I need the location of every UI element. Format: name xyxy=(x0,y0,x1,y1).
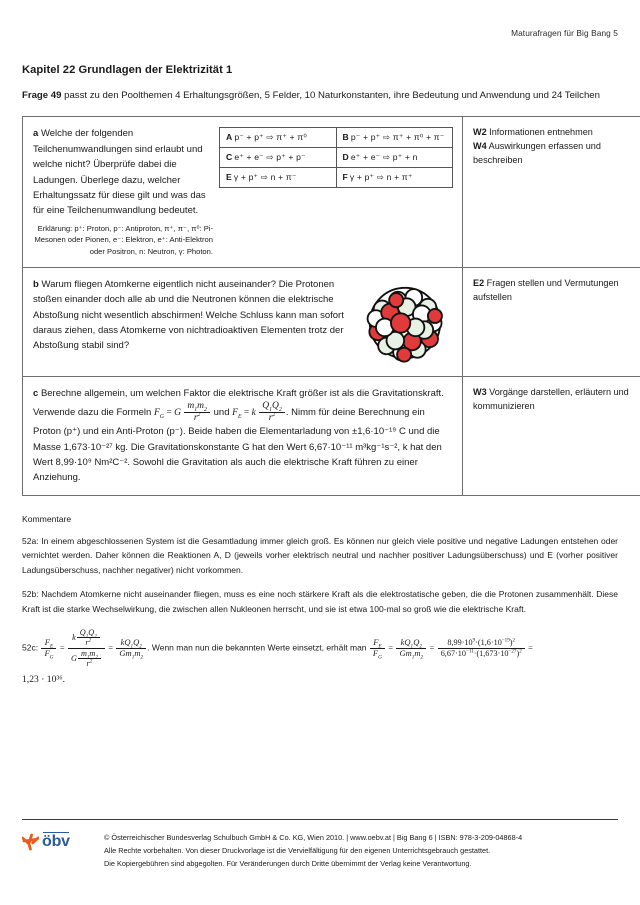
task-a-body: Welche der folgenden Teilchenumwandlungen sind erlaubt und welche nicht? Überprüfe dabei die Ladungen. Überlege dazu, welcher Erhaltungssatz für diese gilt und was das für eine Teilchenumwandlung bedeutet. xyxy=(33,128,206,217)
question-number: Frage 49 xyxy=(22,90,62,101)
kommentare-heading: Kommentare xyxy=(22,513,72,524)
formula-fg-fraction: $\frac{m_1m_2}{r^2}$ xyxy=(184,401,210,424)
equation-label: E xyxy=(226,172,232,183)
competency-a-cell xyxy=(463,117,640,268)
kommentar-body: In einem abgeschlossenen System ist die Gesamtladung immer gleich groß. Es können nur gleich viele positive und negative Ladungen entstehen oder vernichtet werden. Daher können die Reaktionen A, D (jeweils vorher elektrisch neutral und nachher positiver Ladungsüberschuss) und E (vorher positiver Ladungsüberschuss, nachher negativer) nicht vorkommen. xyxy=(22,535,618,575)
equation-label: D xyxy=(342,152,349,163)
copyright-block xyxy=(104,832,618,871)
equation-cell-a xyxy=(220,128,337,148)
competency-code: E2 xyxy=(473,277,485,288)
equation-cell-c xyxy=(220,148,337,168)
question-intro xyxy=(22,89,618,103)
kommentar-body: Nachdem Atomkerne nicht auseinander fliegen, muss es eine noch stärkere Kraft als die elektrostatische geben, die die Protonen zusammenhält. Diese Kraft ist die starke Wechselwirkung, die zwischen allen Nukleonen herrscht, und sie ist etwa 100-mal so groß wie die elektrische Kraft. xyxy=(22,589,618,615)
task-b-body: Warum fliegen Atomkerne eigentlich nicht auseinander? Die Protonen stoßen einander doch alle ab und die Neutronen können die elektrische Abstoßung nicht wesentlich abschirmen! Welche Schluss kann man sofort daraus ziehen, dass Atomkerne von nichtradioaktiven Elementen trotz der Abstoßung stabil sind? xyxy=(33,278,344,352)
task-c-text xyxy=(33,386,453,486)
equals-sign: = xyxy=(528,642,533,653)
footer-divider xyxy=(22,819,618,820)
task-c-cell xyxy=(23,376,463,495)
equation-body: e⁺ + e⁻ ⇨ p⁺ + n xyxy=(350,152,418,163)
copyright-line-3: Die Kopiergebühren sind abgegolten. Für Veränderungen durch Dritte übernimmt der Verlag keine Verantwortung. xyxy=(104,859,472,869)
equation-label: C xyxy=(226,152,233,163)
competency-code: W4 xyxy=(473,141,487,152)
task-b-text xyxy=(33,277,353,367)
competency-code: W3 xyxy=(473,386,487,397)
competency-list-b xyxy=(473,277,640,304)
copyright-line-2: Alle Rechte vorbehalten. Von dieser Druckvorlage ist die Vervielfältigung für den eigenen Unterrichtsgebrauch gestattet. xyxy=(104,846,491,856)
formula-fe-fraction: $\frac{Q_1Q_2}{r^2}$ xyxy=(259,401,285,424)
kommentar-id: 52b: xyxy=(22,589,39,600)
equation-body: e⁺ + e⁻ ⇨ p⁺ + p⁻ xyxy=(234,152,306,163)
competency-label: Informationen entnehmen xyxy=(486,127,593,138)
formula-fg: $F_G = G$ xyxy=(153,408,184,421)
table-row xyxy=(23,117,640,268)
equation-cell-e xyxy=(220,168,337,188)
logo-wordmark: öbv xyxy=(42,833,70,851)
equation-cell-b xyxy=(336,128,453,148)
competency-c-cell xyxy=(463,376,640,495)
task-table xyxy=(22,116,640,495)
task-c-joiner: und xyxy=(210,407,233,419)
equation-label: B xyxy=(342,132,349,143)
task-a-cell xyxy=(23,117,463,268)
competency-b-cell xyxy=(463,267,640,376)
ratio-fe-fg-1: $\frac{F_E}{F_G}$ xyxy=(41,638,56,659)
ratio-simplified: $\frac{kQ_1Q_2}{Gm_1m_2}$ xyxy=(116,638,146,659)
nucleus-icon xyxy=(361,279,449,367)
running-head: Maturafragen für Big Bang 5 xyxy=(511,28,618,38)
equals-sign: = xyxy=(429,642,435,653)
task-marker-c: c xyxy=(33,387,39,399)
competency-label: Vorgänge darstellen, erläutern und kommunizieren xyxy=(473,386,629,411)
atomic-nucleus-illustration xyxy=(361,277,453,367)
page-footer xyxy=(22,819,618,871)
equation-body: p⁻ + p⁺ ⇨ π⁺ + π⁰ + π⁻ xyxy=(350,132,445,143)
kommentar-52a xyxy=(22,534,618,578)
table-row xyxy=(220,168,453,188)
task-a-explanation: Erklärung: p⁺: Proton, p⁻: Antiproton, π⁺, π⁻, π⁰: Pi-Mesonen oder Pionen, e⁻: Elektron, e⁺: Anti-Elektron oder Positron, n: Neutron, γ: Photon. xyxy=(34,223,213,257)
competency-code: W2 xyxy=(473,127,487,138)
publisher-logo-text xyxy=(42,834,70,850)
competency-list-c xyxy=(473,386,640,413)
task-b-cell xyxy=(23,267,463,376)
task-marker-b: b xyxy=(33,278,39,290)
kommentar-52c xyxy=(22,628,618,690)
ratio-fe-fg-2: $\frac{F_E}{F_G}$ xyxy=(370,638,385,659)
kommentar-52b xyxy=(22,587,618,616)
reaction-equations-table xyxy=(219,127,453,188)
ratio-numeric: $\frac{8,99\cdot 10^9\cdot(1,6\cdot 10^{-19})^2}{6,67\cdot 10^{-11}\cdot(1,673\cdot 10^{-27})^2}$ xyxy=(438,638,525,658)
equals-sign: = xyxy=(59,642,65,653)
table-row xyxy=(220,128,453,148)
table-row xyxy=(23,376,640,495)
formula-fe: $F_E = k$ xyxy=(232,408,259,421)
equation-cell-d xyxy=(336,148,453,168)
task-c-body-2: . Nimm für deine Berechnung ein Proton (p⁺) und ein Anti-Proton (p⁻). Beide haben die Elementarladung von ±1,6·10⁻¹⁹ C und die Masse 1,673·10⁻²⁷ kg. Die Gravitationskonstante G hat den Wert 6,67·10⁻¹¹ m³kg⁻¹s⁻², k hat den Wert 8,99·10⁹ Nm²C⁻². Sowohl die Gravitation als auch die elektrische Kraft führen zu einer Anziehung. xyxy=(33,407,442,484)
equals-sign: = xyxy=(388,642,394,653)
kommentar-id: 52a: xyxy=(22,535,39,546)
star-icon xyxy=(22,833,39,851)
competency-label: Fragen stellen und Vermutungen aufstellen xyxy=(473,277,619,302)
copyright-line-1: © Österreichischer Bundesverlag Schulbuch GmbH & Co. KG, Wien 2010. | www.oebv.at | Big Bang 6 | ISBN: 978-3-209-04868-4 xyxy=(104,833,523,843)
kommentar-52c-mid: . Wenn man nun die bekannten Werte einsetzt, erhält man xyxy=(147,642,369,653)
competency-label: Auswirkungen erfassen und beschreiben xyxy=(473,141,601,165)
equation-body: γ + p⁺ ⇨ n + π⁺ xyxy=(349,172,413,183)
kommentar-id: 52c: xyxy=(22,642,39,653)
equation-label: F xyxy=(342,172,348,183)
page-title: Kapitel 22 Grundlagen der Elektrizität 1 xyxy=(22,64,233,76)
ratio-expanded: k $\frac{Q_1Q_2}{r^2}$ G $\frac{m_1m_2}{r^2}$ xyxy=(68,628,105,669)
task-marker-a: a xyxy=(33,128,39,140)
table-row xyxy=(23,267,640,376)
equation-body: γ + p⁺ ⇨ n + π⁻ xyxy=(233,172,297,183)
result-value: 1,23 · 10³⁶. xyxy=(22,674,65,686)
competency-list-a xyxy=(473,126,640,167)
equation-cell-f xyxy=(336,168,453,188)
publisher-logo xyxy=(22,832,90,851)
equals-sign: = xyxy=(108,642,114,653)
task-c-body-1: Berechne allgemein, um welchen Faktor die elektrische Kraft größer ist als die Gravitationskraft. Verwende dazu die Formeln xyxy=(33,387,444,419)
table-row xyxy=(220,148,453,168)
ratio-simplified-2: $\frac{kQ_1Q_2}{Gm_1m_2}$ xyxy=(396,638,426,659)
question-intro-text: passt zu den Poolthemen 4 Erhaltungsgrößen, 5 Felder, 10 Naturkonstanten, ihre Bedeutung und Anwendung und 24 Teilchen xyxy=(61,90,600,101)
equation-label: A xyxy=(226,132,233,143)
equation-body: p⁻ + p⁺ ⇨ π⁺ + π⁰ xyxy=(234,132,307,143)
